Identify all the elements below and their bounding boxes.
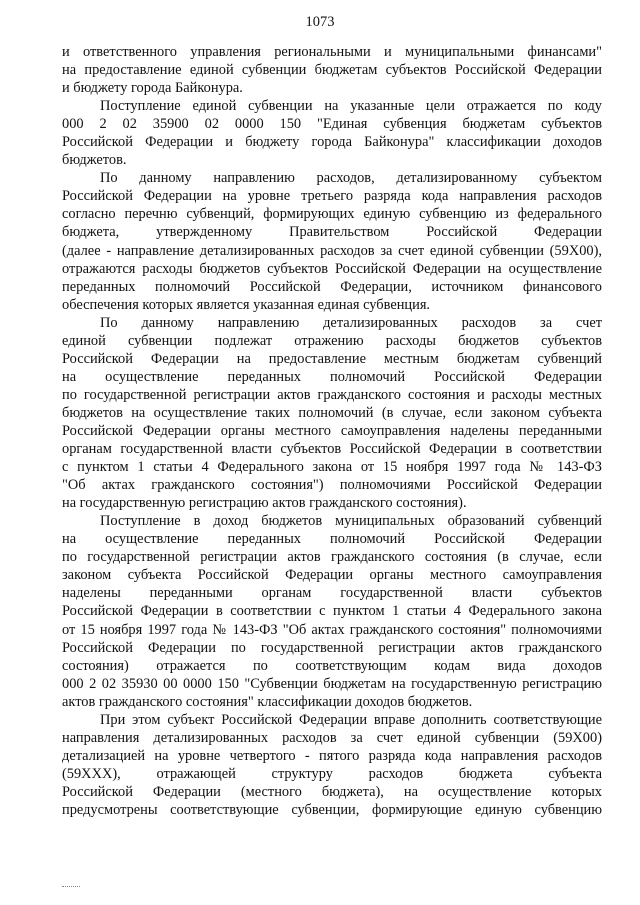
text-line: Поступление в доход бюджетов муниципальных образований субвенций [100, 513, 602, 530]
text-line: по государственной регистрации актов гражданского состояния (в случае, если [62, 549, 602, 566]
text-line: бюджетов. [62, 152, 127, 169]
text-line: Российской Федерации на уровне третьего разряда кода направления расходов [62, 188, 602, 205]
text-line: бюджета, утвержденному Правительством Российской Федерации [62, 224, 602, 241]
text-line: Российской Федерации (местного бюджета), на осуществление которых [62, 783, 602, 800]
text-line: По данному направлению детализированных расходов за счет [100, 314, 602, 331]
text-line: на осуществление переданных полномочий Российской Федерации [62, 531, 602, 548]
text-line: 000 2 02 35930 00 0000 150 "Субвенции бюджетам на государственную регистрацию [62, 675, 602, 692]
body-text [62, 43, 602, 819]
text-line: 000 2 02 35900 02 0000 150 "Единая субвенция бюджетам субъектов [62, 116, 602, 133]
text-line: органам государственной власти субъектов Российской Федерации в соответствии [62, 441, 602, 458]
text-line: "Об актах гражданского состояния") полномочиями Российской Федерации [62, 477, 602, 494]
text-line: Российской Федерации и бюджету города Байконура" классификации доходов [62, 134, 602, 151]
text-line: наделены переданными органам государственной власти субъектов [62, 585, 602, 602]
text-line: Российской Федерации по государственной регистрации актов гражданского [62, 639, 602, 656]
text-line: предусмотрены соответствующие субвенции, формирующие единую субвенцию [62, 801, 602, 818]
text-line: согласно перечню субвенций, формирующих единую субвенцию из федерального [62, 206, 602, 223]
text-line: и бюджету города Байконура. [62, 80, 243, 97]
text-line: от 15 ноября 1997 года № 143-ФЗ "Об актах гражданского состояния" полномочиями [62, 621, 602, 638]
text-line: переданных полномочий Российской Федерации, источником финансового [62, 278, 602, 295]
text-line: направления детализированных расходов за счет единой субвенции (59Х00) [62, 729, 602, 746]
text-line: на предоставление единой субвенции бюджетам субъектов Российской Федерации [62, 62, 602, 79]
text-line: единой субвенции подлежат отражению расходы бюджетов субъектов [62, 332, 602, 349]
text-line: с пунктом 1 статьи 4 Федерального закона от 15 ноября 1997 года № 143-ФЗ [62, 459, 602, 476]
text-line: детализацией на уровне четвертого - пятого разряда кода направления расходов [62, 747, 602, 764]
text-line: При этом субъект Российской Федерации вправе дополнить соответствующие [100, 711, 602, 728]
text-line: по государственной регистрации актов гражданского состояния и расходы местных [62, 386, 602, 403]
text-line: состояния) отражается по соответствующим кодам вида доходов [62, 657, 602, 674]
text-line: По данному направлению расходов, детализированному субъектом [100, 170, 602, 187]
text-line: законом субъекта Российской Федерации органы местного самоуправления [62, 567, 602, 584]
page-number: 1073 [305, 14, 335, 30]
text-line: бюджетов на осуществление таких полномочий (в случае, если законом субъекта [62, 404, 602, 421]
text-line: Российской Федерации в соответствии с пунктом 1 статьи 4 Федерального закона [62, 603, 602, 620]
text-line: (59ХХХ), отражающей структуру расходов бюджета субъекта [62, 765, 602, 782]
text-line: актов гражданского состояния" классификации доходов бюджетов. [62, 693, 473, 710]
text-line: и ответственного управления региональными и муниципальными финансами" [62, 44, 602, 60]
text-line: (далее - направление детализированных расходов за счет единой субвенции (59Х00), [62, 242, 602, 259]
text-line: Российской Федерации органы местного самоуправления наделены переданными [62, 422, 602, 439]
footer-divider [62, 886, 80, 887]
text-line: Российской Федерации на предоставление местным бюджетам субвенций [62, 350, 602, 367]
text-line: отражаются расходы бюджетов субъектов Российской Федерации на осуществление [62, 260, 602, 277]
text-line: Поступление единой субвенции на указанные цели отражается по коду [100, 98, 602, 115]
text-line: на государственную регистрацию актов гражданского состояния). [62, 495, 467, 512]
text-line: на осуществление переданных полномочий Российской Федерации [62, 368, 602, 385]
text-line: обеспечения которых является указанная единая субвенция. [62, 296, 431, 313]
